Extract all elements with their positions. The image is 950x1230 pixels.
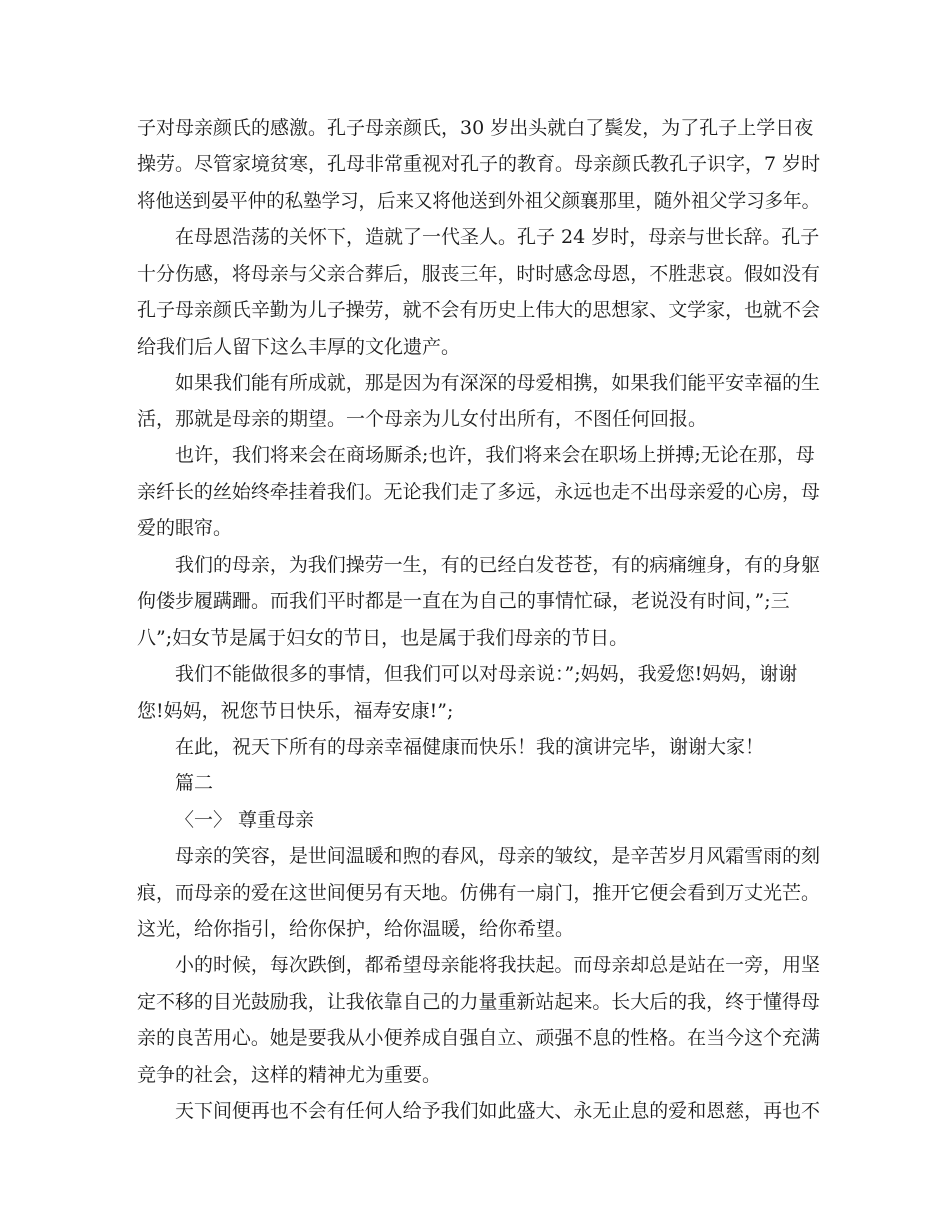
text-line: 在此，祝天下所有的母亲幸福健康而快乐！我的演讲完毕，谢谢大家！ [175,736,765,758]
text-line: 您!妈妈，祝您节日快乐，福寿安康!”; [137,700,454,722]
text-line: 佝偻步履蹒跚。而我们平时都是一直在为自己的事情忙碌，老说没有时间，”;三 [137,590,790,612]
text-line: 也许，我们将来会在商场厮杀;也许，我们将来会在职场上拼搏;无论在那，母 [175,444,815,466]
section-heading: 篇二 [175,772,214,794]
text-line: 定不移的目光鼓励我，让我依靠自己的力量重新站起来。长大后的我，终于懂得母 [137,991,820,1013]
text-line: 小的时候，每次跌倒，都希望母亲能将我扶起。而母亲却总是站在一旁，用坚 [175,954,821,976]
text-line: 十分伤感，将母亲与父亲合葬后，服丧三年，时时感念母恩，不胜悲哀。假如没有 [137,263,820,285]
text-line: 给我们后人留下这么丰厚的文化遗产。 [137,336,461,358]
text-line: 在母恩浩荡的关怀下，造就了一代圣人。孔子 24 岁时，母亲与世长辞。孔子 [175,226,820,248]
text-line: 天下间便再也不会有任何人给予我们如此盛大、永无止息的爱和恩慈，再也不 [175,1100,821,1122]
text-line: 这光，给你指引，给你保护，给你温暖，给你希望。 [137,918,575,940]
text-line: 如果我们能有所成就，那是因为有深深的母爱相携，如果我们能平安幸福的生 [175,372,821,394]
text-line: 将他送到晏平仲的私塾学习，后来又将他送到外祖父颜襄那里，随外祖父学习多年。 [137,190,821,212]
text-line: 活，那就是母亲的期望。一个母亲为儿女付出所有，不图任何回报。 [137,408,708,430]
text-line: 子对母亲颜氏的感激。孔子母亲颜氏，30 岁出头就白了鬓发，为了孔子上学日夜 [137,117,814,139]
text-line: 亲的良苦用心。她是要我从小便养成自强自立、顽强不息的性格。在当今这个充满 [137,1027,820,1049]
text-line: 操劳。尽管家境贫寒，孔母非常重视对孔子的教育。母亲颜氏教孔子识字，7 岁时 [137,153,821,175]
subsection-heading: 〈一〉 尊重母亲 [175,809,315,831]
text-line: 竞争的社会，这样的精神尤为重要。 [137,1064,442,1086]
text-line: 亲纤长的丝始终牵挂着我们。无论我们走了多远，永远也走不出母亲爱的心房，母 [137,481,820,503]
text-line: 八”;妇女节是属于妇女的节日，也是属于我们母亲的节日。 [137,627,629,649]
text-line: 我们不能做很多的事情，但我们可以对母亲说：”;妈妈，我爱您!妈妈，谢谢 [175,663,798,685]
text-line: 痕，而母亲的爱在这世间便另有天地。仿佛有一扇门，推开它便会看到万丈光芒。 [137,882,820,904]
text-line: 孔子母亲颜氏辛勤为儿子操劳，就不会有历史上伟大的思想家、文学家，也就不会 [137,299,820,321]
text-line: 母亲的笑容，是世间温暖和煦的春风，母亲的皱纹，是辛苦岁月风霜雪雨的刻 [175,845,821,867]
text-line: 我们的母亲，为我们操劳一生，有的已经白发苍苍，有的病痛缠身，有的身躯 [175,554,821,576]
text-line: 爱的眼帘。 [137,517,233,539]
